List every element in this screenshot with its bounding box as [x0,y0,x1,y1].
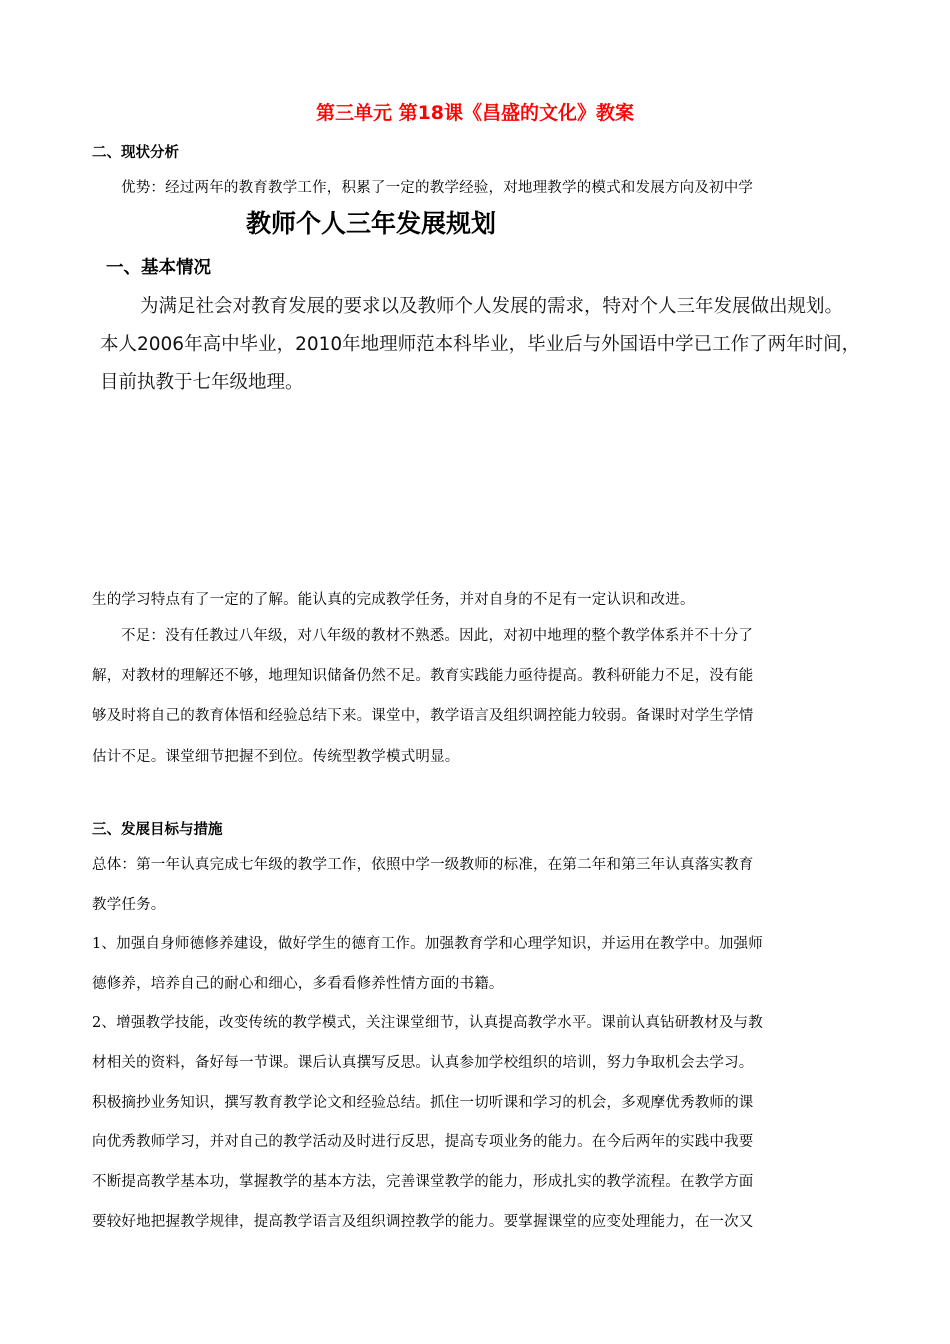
strengths-paragraph-line: 生的学习特点有了一定的了解。能认真的完成教学任务，并对自身的不足有一定认识和改进。 [92,592,695,608]
weakness-paragraph-line: 估计不足。课堂细节把握不到位。传统型教学模式明显。 [92,749,460,765]
goals-paragraph-line: 不断提高教学基本功，掌握教学的基本方法，完善课堂教学的能力，形成扎实的教学流程。在教学方面 [92,1174,754,1190]
weakness-paragraph-line: 解，对教材的理解还不够，地理知识储备仍然不足。教育实践能力亟待提高。教科研能力不足，没有能 [92,668,754,684]
goals-paragraph-line: 要较好地把握教学规律，提高教学语言及组织调控教学的能力。要掌握课堂的应变处理能力，在一次又 [92,1214,754,1230]
strengths-paragraph-line: 优势：经过两年的教育教学工作，积累了一定的教学经验，对地理教学的模式和发展方向及初中学 [121,180,754,196]
goals-paragraph-line: 1、加强自身师德修养建设，做好学生的德育工作。加强教育学和心理学知识，并运用在教学中。加强师 [92,936,763,952]
embedded-heading: 一、基本情况 [106,258,211,278]
goals-paragraph-line: 积极摘抄业务知识，撰写教育教学论文和经验总结。抓住一切听课和学习的机会，多观摩优秀教师的课 [92,1095,754,1111]
weakness-paragraph-line: 够及时将自己的教育体悟和经验总结下来。课堂中，教学语言及组织调控能力较弱。备课时对学生学情 [92,708,754,724]
goals-paragraph-line: 德修养，培养自己的耐心和细心，多看看修养性情方面的书籍。 [92,976,504,992]
section-heading-goals-measures: 三、发展目标与措施 [92,822,223,838]
goals-paragraph-line: 2、增强教学技能，改变传统的教学模式，关注课堂细节，认真提高教学水平。课前认真钻研教材及与教 [92,1015,763,1031]
weakness-paragraph-line: 不足：没有任教过八年级，对八年级的教材不熟悉。因此，对初中地理的整个教学体系并不十分了 [121,628,754,644]
embedded-text-line: 本人2006年高中毕业，2010年地理师范本科毕业，毕业后与外国语中学已工作了两年时间， [100,334,861,355]
embedded-title: 教师个人三年发展规划 [246,209,497,238]
embedded-text-line: 为满足社会对教育发展的要求以及教师个人发展的需求，特对个人三年发展做出规划。 [140,296,844,317]
goals-paragraph-line: 材相关的资料，备好每一节课。课后认真撰写反思。认真参加学校组织的培训，努力争取机会去学习。 [92,1055,754,1071]
goals-paragraph-line: 教学任务。 [92,897,166,913]
goals-paragraph-line: 向优秀教师学习，并对自己的教学活动及时进行反思，提高专项业务的能力。在今后两年的实践中我要 [92,1134,754,1150]
document-title: 第三单元 第18课《昌盛的文化》教案 [315,102,635,124]
goals-paragraph-line: 总体：第一年认真完成七年级的教学工作，依照中学一级教师的标准，在第二年和第三年认真落实教育 [92,857,754,873]
embedded-text-line: 目前执教于七年级地理。 [100,372,304,393]
section-heading-status-analysis: 二、现状分析 [92,145,179,161]
embedded-scanned-image [96,196,886,406]
